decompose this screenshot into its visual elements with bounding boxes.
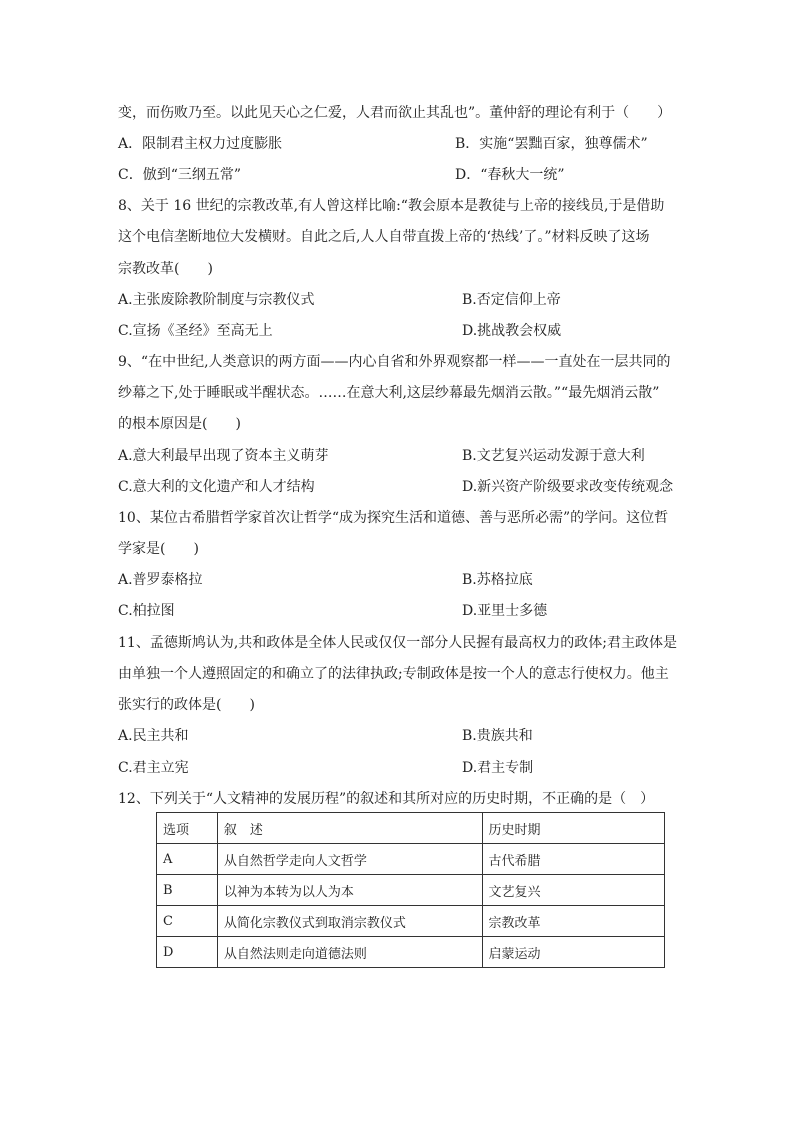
- q11-stem-line-3: 张实行的政体是( ): [118, 697, 255, 713]
- q7-option-c[interactable]: C．倣到“三纲五常”: [118, 167, 242, 183]
- q9-option-c[interactable]: C.意大利的文化遗产和人才结构: [118, 479, 315, 495]
- table-row: [157, 937, 665, 968]
- q11-stem-line-1: 11、孟德斯鸠认为,共和政体是全体人民或仅仅一部分人民握有最高权力的政体;君主政体是: [118, 635, 677, 651]
- q10-option-b[interactable]: B.苏格拉底: [462, 572, 533, 588]
- table-cell: D: [157, 937, 218, 968]
- q7-stem-end: 变，而伤败乃至。以此见天心之仁爱，人君而欲止其乱也”。董仲舒的理论有利于（ ）: [118, 105, 672, 121]
- q7-option-d[interactable]: D．“春秋大一统”: [455, 167, 565, 183]
- q9-stem-line-1: 9、“在中世纪,人类意识的两方面——内心自省和外界观察都一样——一直处在一层共同的: [118, 354, 671, 370]
- q8-option-c[interactable]: C.宣扬《圣经》至高无上: [118, 323, 273, 339]
- q9-option-d[interactable]: D.新兴资产阶级要求改变传统观念: [462, 479, 674, 495]
- table-header-cell: 选项: [157, 813, 218, 844]
- table-row: [157, 844, 665, 875]
- q10-option-d[interactable]: D.亚里士多德: [462, 603, 548, 619]
- table-cell: 从自然法则走向道德法则: [217, 937, 482, 968]
- q10-stem-line-1: 10、某位古希腊哲学家首次让哲学“成为探究生活和道德、善与恶所必需”的学问。这位哲: [118, 510, 669, 526]
- q9-option-b[interactable]: B.文艺复兴运动发源于意大利: [462, 448, 645, 464]
- q12-stem: 12、下列关于“人文精神的发展历程”的叙述和其所对应的历史时期，不正确的是（ ）: [118, 791, 655, 807]
- q7-option-b[interactable]: B．实施“罢黜百家，独尊儒术”: [455, 136, 648, 152]
- q11-option-a[interactable]: A.民主共和: [118, 728, 189, 744]
- table-cell: C: [157, 906, 218, 937]
- q8-stem-line-3: 宗教改革( ): [118, 261, 213, 277]
- q8-option-a[interactable]: A.主张废除教阶制度与宗教仪式: [118, 292, 315, 308]
- q8-stem-line-1: 8、关于 16 世纪的宗教改革,有人曾这样比喻:“教会原本是教徒与上帝的接线员,于是借助: [118, 198, 665, 214]
- table-cell: 启蒙运动: [482, 937, 664, 968]
- table-cell: 从自然哲学走向人文哲学: [217, 844, 482, 875]
- table-cell: 古代希腊: [482, 844, 664, 875]
- q10-option-c[interactable]: C.柏拉图: [118, 603, 175, 619]
- q12-table: [156, 812, 665, 968]
- table-row: [157, 875, 665, 906]
- q9-stem-line-3: 的根本原因是( ): [118, 416, 241, 432]
- table-cell: 从简化宗教仪式到取消宗教仪式: [217, 906, 482, 937]
- q11-option-b[interactable]: B.贵族共和: [462, 728, 533, 744]
- q11-option-c[interactable]: C.君主立宪: [118, 760, 189, 776]
- table-row: [157, 906, 665, 937]
- q9-option-a[interactable]: A.意大利最早出现了资本主义萌芽: [118, 448, 329, 464]
- table-header-cell: 叙 述: [217, 813, 482, 844]
- table-header-cell: 历史时期: [482, 813, 664, 844]
- q8-stem-line-2: 这个电信垄断地位大发横财。自此之后,人人自带直拨上帝的‘热线’了。”材料反映了这场: [118, 229, 650, 245]
- table-cell: 文艺复兴: [482, 875, 664, 906]
- table-header-row: [157, 813, 665, 844]
- q10-option-a[interactable]: A.普罗泰格拉: [118, 572, 203, 588]
- q11-option-d[interactable]: D.君主专制: [462, 760, 534, 776]
- q8-option-b[interactable]: B.否定信仰上帝: [462, 292, 561, 308]
- table-cell: 宗教改革: [482, 906, 664, 937]
- table-cell: 以神为本转为以人为本: [217, 875, 482, 906]
- table-cell: A: [157, 844, 218, 875]
- q10-stem-line-2: 学家是( ): [118, 541, 199, 557]
- q11-stem-line-2: 由单独一个人遵照固定的和确立了的法律执政;专制政体是按一个人的意志行使权力。他主: [118, 666, 669, 682]
- table-cell: B: [157, 875, 218, 906]
- q8-option-d[interactable]: D.挑战教会权威: [462, 323, 562, 339]
- q9-stem-line-2: 纱幕之下,处于睡眠或半醒状态。……在意大利,这层纱幕最先烟消云散。”“最先烟消云散”: [118, 385, 660, 401]
- q7-option-a[interactable]: A．限制君主权力过度膨胀: [118, 136, 283, 152]
